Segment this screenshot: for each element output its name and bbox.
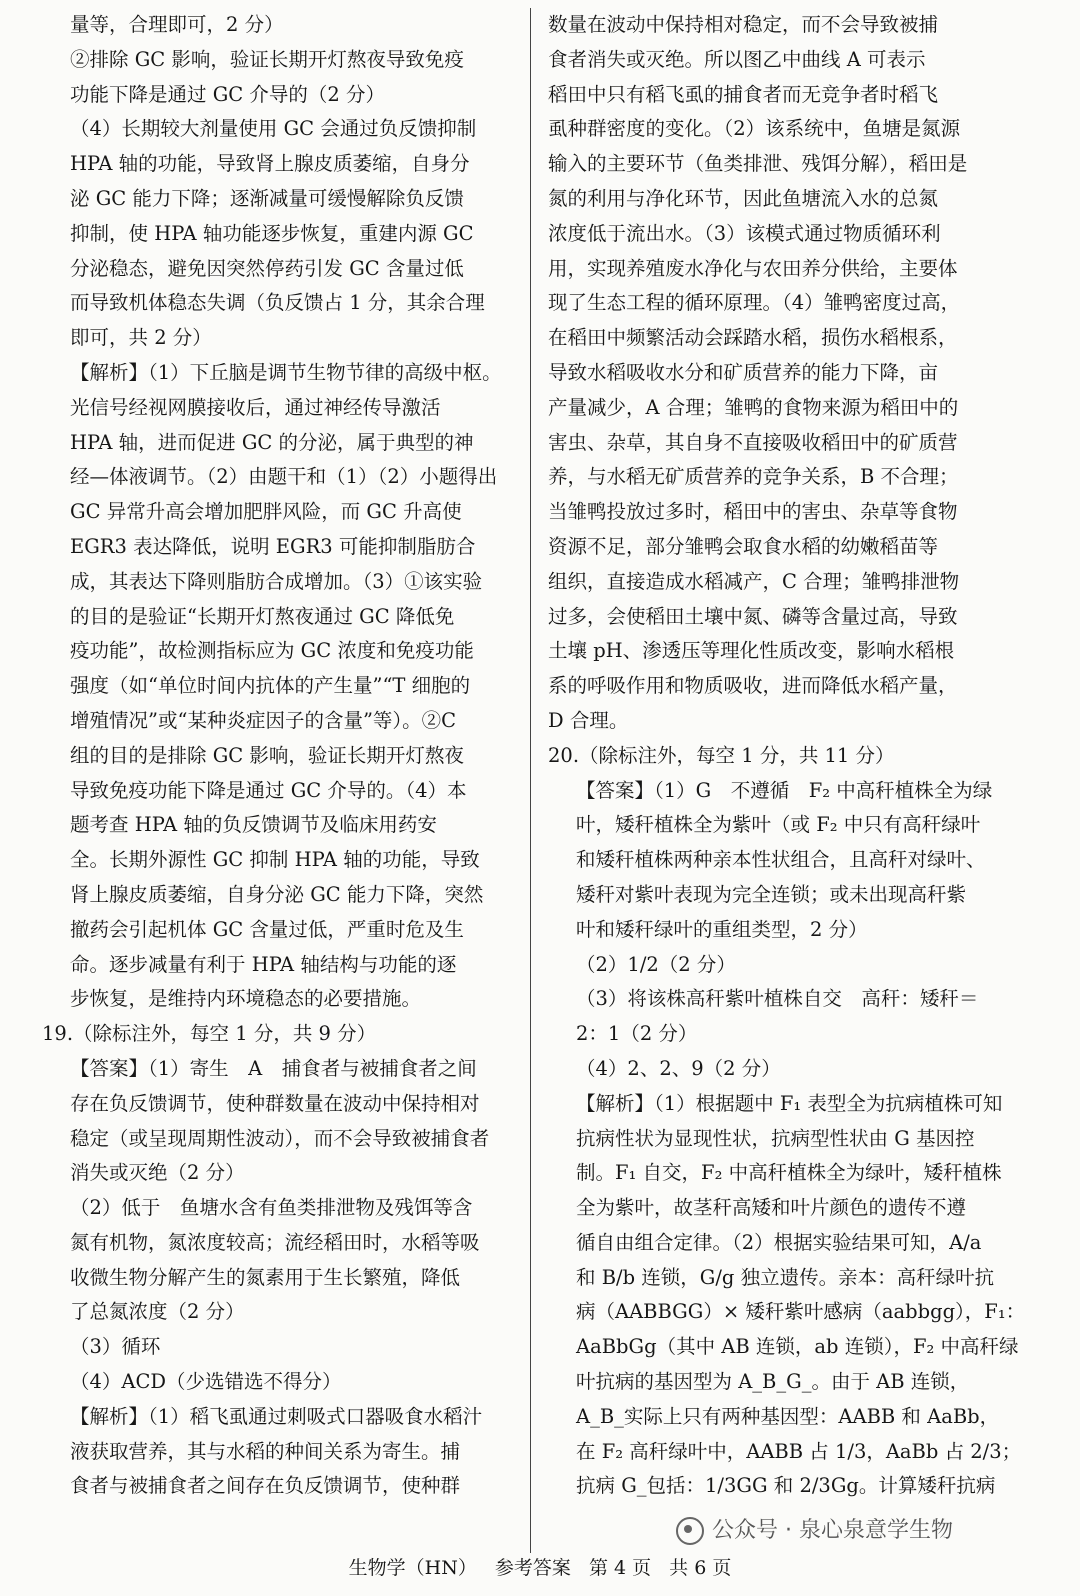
footer-subject: 生物学（HN） [348, 1557, 477, 1579]
watermark-text: 公众号 · 泉心泉意学生物 [712, 1518, 953, 1543]
text-line: 经—体液调节。（2）由题干和（1）（2）小题得出 [70, 465, 498, 489]
text-line: 稳定（或呈现周期性波动），而不会导致被捕食者 [70, 1126, 490, 1150]
text-line: 分泌稳态，避免因突然停药引发 GC 含量过低 [70, 256, 464, 280]
text-line: 和矮秆植株两种亲本性状组合，且高秆对绿叶、 [576, 848, 986, 872]
text-line: 液获取营养，其与水稻的种间关系为寄生。捕 [70, 1439, 461, 1463]
text-line: 光信号经视网膜接收后，通过神经传导激活 [70, 395, 441, 419]
text-line: 土壤 pH、渗透压等理化性质改变，影响水稻根 [548, 639, 955, 663]
text-line: 【解析】（1）根据题中 F₁ 表型全为抗病植株可知 [576, 1091, 1003, 1115]
text-line: 现了生态工程的循环原理。（4）雏鸭密度过高， [548, 291, 961, 315]
text-line: 害虫、杂草，其自身不直接吸收稻田中的矿质营 [548, 430, 958, 454]
text-line: 稻田中只有稻飞虱的捕食者而无竞争者时稻飞 [548, 82, 939, 106]
text-line: 产量减少，A 合理；雏鸭的食物来源为稻田中的 [548, 395, 959, 419]
text-line: 的目的是验证“长期开灯熬夜通过 GC 降低免 [70, 604, 455, 628]
text-line: 叶，矮秆植株全为紫叶（或 F₂ 中只有高秆绿叶 [576, 813, 981, 837]
text-line: 【解析】（1）稻飞虱通过刺吸式口器吸食水稻汁 [70, 1404, 483, 1428]
text-line: 氮有机物，氮浓度较高；流经稻田时，水稻等吸 [70, 1230, 480, 1254]
text-line: 过多，会使稻田土壤中氮、磷等含量过高，导致 [548, 604, 958, 628]
text-line: 浓度低于流出水。（3）该模式通过物质循环利 [548, 221, 941, 245]
text-line: 2：1（2 分） [576, 1022, 698, 1046]
text-line: D 合理。 [548, 708, 629, 732]
text-line: 在 F₂ 高秆绿叶中，AABB 占 1/3，AaBb 占 2/3； [576, 1439, 1022, 1463]
footer-page: 第 4 页 [588, 1557, 652, 1579]
text-line: 资源不足，部分雏鸭会取食水稻的幼嫩稻苗等 [548, 534, 939, 558]
text-line: 增殖情况”或“某种炎症因子的含量”等）。②C [70, 708, 457, 732]
text-line: 收微生物分解产生的氮素用于生长繁殖，降低 [70, 1265, 461, 1289]
text-line: 和 B/b 连锁，G/g 独立遗传。亲本：高秆绿叶抗 [576, 1265, 995, 1289]
text-line: 全为紫叶，故茎秆高矮和叶片颜色的遗传不遵 [576, 1196, 967, 1220]
left-column [42, 8, 520, 1504]
text-line: 病（AABBGG）× 矮秆紫叶感病（aabbgg），F₁： [576, 1300, 1026, 1324]
text-line: 制。F₁ 自交，F₂ 中高秆植株全为绿叶，矮秆植株 [576, 1161, 1002, 1185]
text-line: 氮的利用与净化环节，因此鱼塘流入水的总氮 [548, 186, 939, 210]
text-line: 即可，共 2 分） [70, 326, 212, 350]
text-line: AaBbGg（其中 AB 连锁，ab 连锁），F₂ 中高秆绿 [576, 1335, 1019, 1359]
text-line: EGR3 表达降低，说明 EGR3 可能抑制脂肪合 [70, 534, 476, 558]
text-line: 而导致机体稳态失调（负反馈占 1 分，其余合理 [70, 291, 485, 315]
text-line: （4）2、2、9（2 分） [576, 1056, 781, 1080]
text-line: 组的目的是排除 GC 影响，验证长期开灯熬夜 [70, 743, 464, 767]
text-line: 存在负反馈调节，使种群数量在波动中保持相对 [70, 1091, 480, 1115]
text-line: HPA 轴，进而促进 GC 的分泌，属于典型的神 [70, 430, 474, 454]
text-line: A_B_实际上只有两种基因型：AABB 和 AaBb， [576, 1404, 1000, 1428]
text-line: （3）将该株高秆紫叶植株自交 高秆：矮秆＝ [576, 987, 979, 1011]
text-line: （4）长期较大剂量使用 GC 会通过负反馈抑制 [70, 117, 477, 141]
text-line: 19.（除标注外，每空 1 分，共 9 分） [42, 1022, 377, 1046]
text-line: 食者消失或灭绝。所以图乙中曲线 A 可表示 [548, 47, 926, 71]
text-line: 了总氮浓度（2 分） [70, 1300, 245, 1324]
text-line: 消失或灭绝（2 分） [70, 1161, 245, 1185]
footer-total: 共 6 页 [669, 1557, 732, 1579]
text-line: 输入的主要环节（鱼类排泄、残饵分解），稻田是 [548, 152, 968, 176]
text-line: 当雏鸭投放过多时，稻田中的害虫、杂草等食物 [548, 500, 958, 524]
text-line: 强度（如“单位时间内抗体的产生量”“T 细胞的 [70, 674, 471, 698]
text-line: 泌 GC 能力下降；逐渐减量可缓慢解除负反馈 [70, 186, 464, 210]
watermark [676, 1516, 953, 1546]
text-line: 数量在波动中保持相对稳定，而不会导致被捕 [548, 13, 939, 36]
text-line: 疫功能”，故检测指标应为 GC 浓度和免疫功能 [70, 639, 474, 663]
text-line: 系的呼吸作用和物质吸收，进而降低水稻产量， [548, 674, 958, 698]
text-line: 成，其表达下降则脂肪合成增加。（3）①该实验 [70, 569, 483, 593]
text-line: 抗病 G_包括：1/3GG 和 2/3Gg。计算矮秆抗病 [576, 1474, 996, 1498]
text-line: GC 异常升高会增加肥胖风险，而 GC 升高使 [70, 500, 462, 524]
text-line: 肾上腺皮质萎缩，自身分泌 GC 能力下降，突然 [70, 882, 484, 906]
page-footer [0, 1553, 1080, 1583]
text-line: （4）ACD（少选错选不得分） [70, 1370, 342, 1394]
column-divider [530, 8, 531, 1553]
text-line: 量等，合理即可，2 分） [70, 13, 284, 36]
right-column [548, 8, 1042, 1504]
wechat-icon [676, 1517, 704, 1545]
text-line: 虱种群密度的变化。（2）该系统中，鱼塘是氮源 [548, 117, 961, 141]
text-line: 循自由组合定律。（2）根据实验结果可知，A/a [576, 1230, 982, 1254]
text-line: 导致免疫功能下降是通过 GC 介导的。（4）本 [70, 778, 467, 802]
footer-doc: 参考答案 [494, 1557, 571, 1579]
text-line: 抗病性状为显现性状，抗病型性状由 G 基因控 [576, 1126, 975, 1150]
text-line: （3）循环 [70, 1335, 161, 1359]
text-line: 叶和矮秆绿叶的重组类型，2 分） [576, 917, 868, 941]
text-line: HPA 轴的功能，导致肾上腺皮质萎缩，自身分 [70, 152, 470, 176]
text-line: （2）低于 鱼塘水含有鱼类排泄物及残饵等含 [70, 1196, 473, 1220]
text-line: 功能下降是通过 GC 介导的（2 分） [70, 82, 385, 106]
text-line: （2）1/2（2 分） [576, 952, 736, 976]
text-line: 命。逐步减量有利于 HPA 轴结构与功能的逐 [70, 952, 457, 976]
text-line: 【解析】（1）下丘脑是调节生物节律的高级中枢。 [70, 360, 502, 384]
text-line: 组织，直接造成水稻减产，C 合理；雏鸭排泄物 [548, 569, 960, 593]
text-line: 抑制，使 HPA 轴功能逐步恢复，重建内源 GC [70, 221, 474, 245]
text-line: 步恢复，是维持内环境稳态的必要措施。 [70, 987, 422, 1011]
text-line: 养，与水稻无矿质营养的竞争关系，B 不合理； [548, 465, 959, 489]
text-line: 用，实现养殖废水净化与农田养分供给，主要体 [548, 256, 958, 280]
text-line: 题考查 HPA 轴的负反馈调节及临床用药安 [70, 813, 437, 837]
text-line: 20.（除标注外，每空 1 分，共 11 分） [548, 743, 895, 767]
text-line: ②排除 GC 影响，验证长期开灯熬夜导致免疫 [70, 47, 464, 71]
text-line: 【答案】（1）寄生 A 捕食者与被捕食者之间 [70, 1056, 477, 1080]
text-line: 全。长期外源性 GC 抑制 HPA 轴的功能，导致 [70, 848, 480, 872]
text-line: 撤药会引起机体 GC 含量过低，严重时危及生 [70, 917, 464, 941]
text-line: 矮秆对紫叶表现为完全连锁；或未出现高秆紫 [576, 882, 967, 906]
text-line: 叶抗病的基因型为 A_B_G_。由于 AB 连锁， [576, 1370, 970, 1394]
text-line: 食者与被捕食者之间存在负反馈调节，使种群 [70, 1474, 461, 1498]
text-line: 【答案】（1）G 不遵循 F₂ 中高秆植株全为绿 [576, 778, 993, 802]
text-line: 导致水稻吸收水分和矿质营养的能力下降，亩 [548, 360, 939, 384]
text-line: 在稻田中频繁活动会踩踏水稻，损伤水稻根系， [548, 326, 958, 350]
